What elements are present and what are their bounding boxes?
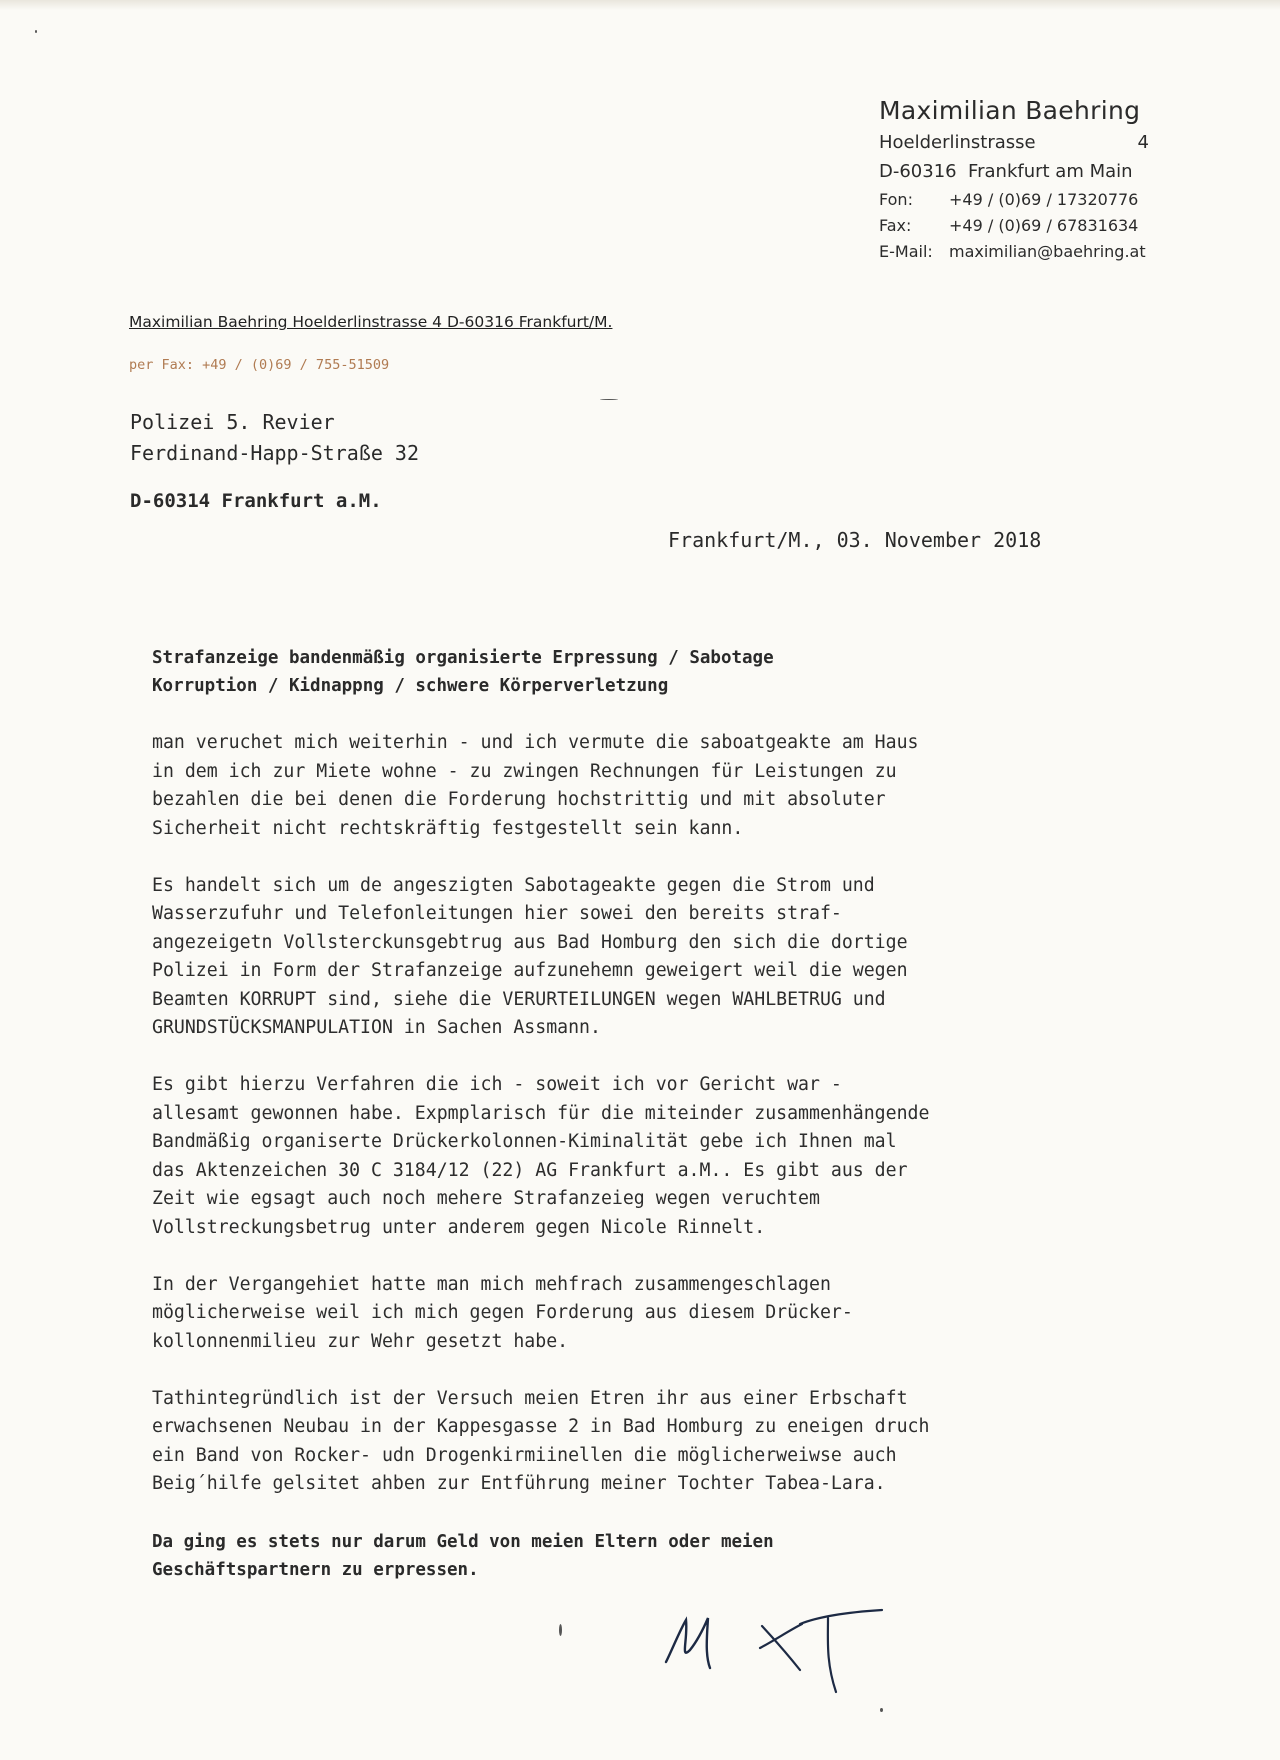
body-line: Bandmäßig organiserte Drückerkolonnen-Kiminalität gebe ich Ihnen mal bbox=[152, 1131, 897, 1152]
subject bbox=[152, 644, 774, 700]
sender-name: Maximilian Baehring bbox=[879, 96, 1141, 125]
sender-email-label: E-Mail: bbox=[879, 242, 933, 261]
body-line: Zeit wie egsagt auch noch mehere Strafanzeieg wegen veruchtem bbox=[152, 1188, 820, 1209]
scan-speck bbox=[559, 1624, 562, 1636]
body-line: GRUNDSTÜCKSMANPULATION in Sachen Assmann. bbox=[152, 1017, 601, 1038]
recipient-address bbox=[130, 407, 419, 469]
sender-fax: +49 / (0)69 / 67831634 bbox=[949, 216, 1139, 235]
body-line: Polizei in Form der Strafanzeige aufzunehemn geweigert weil die wegen bbox=[152, 960, 908, 981]
scan-speck bbox=[600, 399, 618, 400]
closing bbox=[152, 1528, 774, 1584]
paragraph bbox=[152, 729, 1112, 843]
sender-email: maximilian@baehring.at bbox=[949, 242, 1146, 261]
sender-phone-label: Fon: bbox=[879, 190, 913, 209]
scan-speck bbox=[35, 30, 37, 33]
date-line: Frankfurt/M., 03. November 2018 bbox=[668, 528, 1042, 552]
body-line: kollonnenmilieu zur Wehr gesetzt habe. bbox=[152, 1330, 569, 1352]
sender-fax-label: Fax: bbox=[879, 216, 912, 235]
sender-street: Hoelderlinstrasse bbox=[879, 132, 1036, 153]
scan-speck bbox=[880, 1708, 883, 1712]
paragraph bbox=[152, 1071, 1112, 1242]
body-line: Beamten KORRUPT sind, siehe die VERURTEILUNGEN wegen WAHLBETRUG und bbox=[152, 988, 886, 1010]
sender-phone-line bbox=[879, 190, 1149, 216]
body-line: Es handelt sich um de angeszigten Sabotageakte gegen die Strom und bbox=[152, 874, 875, 896]
handwritten-signature bbox=[650, 1600, 910, 1710]
body-line: bezahlen die bei denen die Forderung hochstrittig und mit absoluter bbox=[152, 789, 886, 810]
body-line: Vollstreckungsbetrug unter anderem gegen Nicole Rinnelt. bbox=[152, 1216, 766, 1238]
subject-line-2: Korruption / Kidnappng / schwere Körperverletzung bbox=[152, 676, 669, 696]
sender-letterhead bbox=[879, 96, 1149, 268]
body-line: Beig´hilfe gelsitet ahben zur Entführung meiner Tochter Tabea-Lara. bbox=[152, 1473, 886, 1494]
body-line: Tathintegründlich ist der Versuch meien Etren ihr aus einer Erbschaft bbox=[152, 1387, 908, 1409]
body-line: Wasserzufuhr und Telefonleitungen hier sowei den bereits straf- bbox=[152, 903, 842, 924]
body-line: möglicherweise weil ich mich gegen Forderung aus diesem Drücker- bbox=[152, 1302, 853, 1323]
body-line: Es gibt hierzu Verfahren die ich - soweit ich vor Gericht war - bbox=[152, 1074, 842, 1095]
closing-line-1: Da ging es stets nur darum Geld von meien Eltern oder meien bbox=[152, 1532, 774, 1552]
body-line: Sicherheit nicht rechtskräftig festgestellt sein kann. bbox=[152, 817, 744, 839]
body-line: In der Vergangehiet hatte man mich mehfrach zusammengeschlagen bbox=[152, 1273, 831, 1295]
sender-phone: +49 / (0)69 / 17320776 bbox=[949, 190, 1139, 209]
body-line: in dem ich zur Miete wohne - zu zwingen Rechnungen für Leistungen zu bbox=[152, 760, 897, 782]
sender-city-text: D-60316 Frankfurt am Main bbox=[879, 161, 1133, 182]
sender-email-line bbox=[879, 242, 1149, 268]
body-line: erwachsenen Neubau in der Kappesgasse 2 in Bad Homburg zu eneigen druch bbox=[152, 1416, 930, 1437]
sender-fax-line bbox=[879, 216, 1149, 242]
sender-street-line bbox=[879, 132, 1149, 161]
sender-house-number: 4 bbox=[1137, 132, 1149, 153]
paragraph bbox=[152, 1385, 1112, 1499]
letter-body bbox=[152, 729, 1112, 1527]
body-line: das Aktenzeichen 30 C 3184/12 (22) AG Frankfurt a.M.. Es gibt aus der bbox=[152, 1159, 908, 1181]
paragraph bbox=[152, 1271, 1112, 1357]
scan-edge bbox=[0, 0, 1280, 10]
body-line: man veruchet mich weiterhin - und ich vermute die saboatgeakte am Haus bbox=[152, 732, 919, 753]
return-address: Maximilian Baehring Hoelderlinstrasse 4 D-60316 Frankfurt/M. bbox=[129, 313, 613, 331]
subject-line-1: Strafanzeige bandenmäßig organisierte Erpressung / Sabotage bbox=[152, 648, 774, 668]
recipient-line-2: Ferdinand-Happ-Straße 32 bbox=[130, 441, 419, 465]
body-line: allesamt gewonnen habe. Expmplarisch für die miteinder zusammenhängende bbox=[152, 1102, 930, 1124]
recipient-city: D-60314 Frankfurt a.M. bbox=[130, 490, 382, 512]
fax-to: per Fax: +49 / (0)69 / 755-51509 bbox=[129, 357, 390, 373]
paragraph bbox=[152, 872, 1112, 1043]
body-line: ein Band von Rocker- udn Drogenkirmiinellen die möglicherweiwse auch bbox=[152, 1444, 897, 1466]
recipient-line-1: Polizei 5. Revier bbox=[130, 410, 335, 434]
closing-line-2: Geschäftspartnern zu erpressen. bbox=[152, 1560, 479, 1580]
body-line: angezeigetn Vollsterckunsgebtrug aus Bad Homburg den sich die dortige bbox=[152, 931, 908, 953]
sender-city bbox=[879, 161, 1149, 190]
